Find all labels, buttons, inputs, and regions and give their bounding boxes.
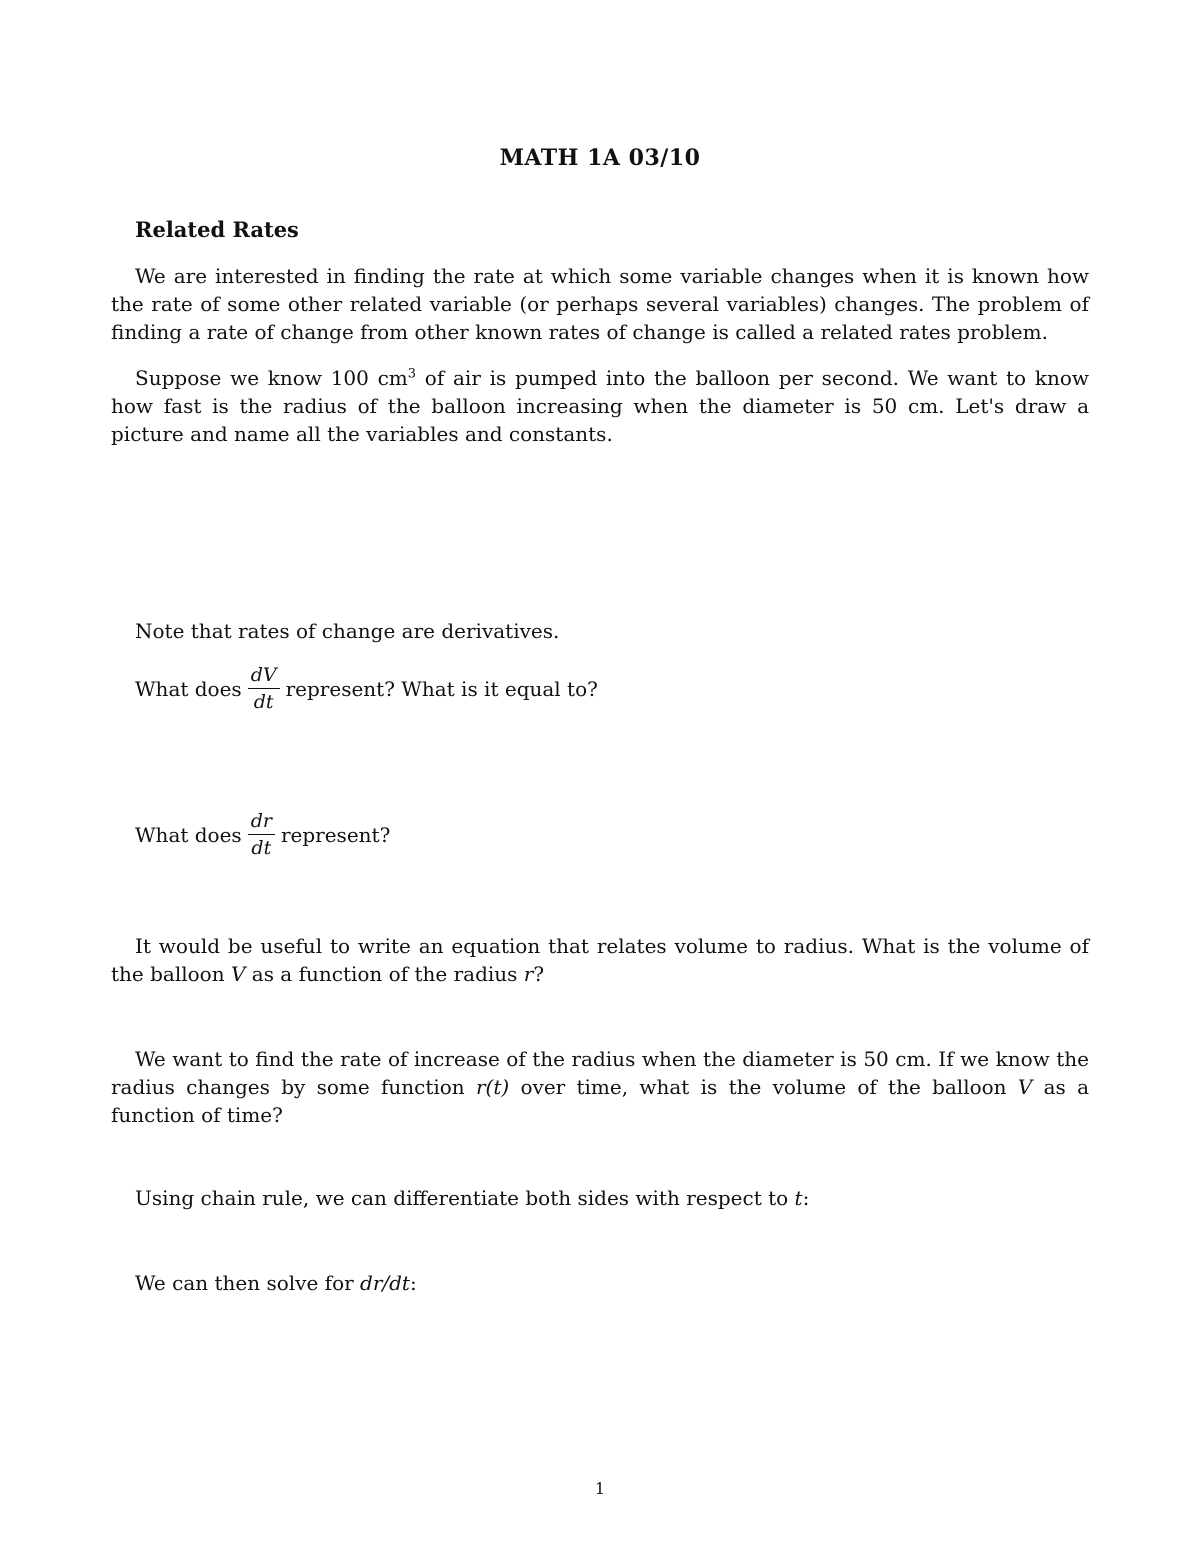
radius-variable: r (523, 962, 534, 986)
balloon-problem-text-1: Suppose we know 100 cm (135, 366, 408, 390)
chain-rule-text: Using chain rule, we can differentiate both sides with respect to (135, 1186, 795, 1210)
volume-question-text-3: ? (533, 962, 545, 986)
time-question-paragraph (111, 1045, 1089, 1129)
chain-rule-end: : (802, 1186, 810, 1210)
solve-line (135, 1269, 417, 1297)
volume-variable: V (230, 962, 246, 986)
question-dv (135, 664, 598, 713)
balloon-problem-paragraph (111, 364, 1089, 448)
question-dv-prefix: What does (135, 676, 242, 701)
time-question-text-1: We want to find the rate of increase of the radius when the diameter is 50 cm. If we know the radius changes by some function (111, 1047, 1089, 1099)
solve-end: : (409, 1271, 417, 1295)
question-dr-prefix: What does (135, 822, 242, 847)
radius-function: r(t) (475, 1075, 510, 1099)
time-variable: t (794, 1186, 803, 1210)
time-question-text-2: over time, what is the volume of the balloon (509, 1075, 1018, 1099)
cubic-exponent: 3 (407, 366, 417, 382)
volume-question-paragraph (111, 932, 1089, 988)
dr-denominator: dt (251, 837, 272, 859)
volume-variable-2: V (1017, 1075, 1033, 1099)
question-dr (135, 810, 390, 859)
page-title: MATH 1A 03/10 (499, 145, 701, 171)
solve-text: We can then solve for (135, 1271, 361, 1295)
dr-numerator: dr (248, 810, 275, 835)
dv-denominator: dt (253, 691, 274, 713)
section-heading: Related Rates (135, 217, 299, 242)
derivatives-note: Note that rates of change are derivatives. (135, 619, 560, 643)
time-question-text-3: as a function of time? (111, 1075, 1089, 1127)
page-number: 1 (594, 1479, 606, 1498)
volume-question-text-2: as a function of the radius (245, 962, 524, 986)
balloon-problem-text-2: of air is pumped into the balloon per second. We want to know how fast is the radius of the balloon increasing when the diameter is 50 cm. Let's draw a picture and name all the variables and constants. (111, 366, 1089, 446)
dv-dt-fraction (248, 664, 280, 713)
dv-numerator: dV (248, 664, 280, 689)
question-dv-suffix: represent? What is it equal to? (285, 676, 598, 701)
question-dr-suffix: represent? (280, 822, 391, 847)
dr-dt-expression: dr/dt (360, 1271, 410, 1295)
dr-dt-fraction (248, 810, 275, 859)
intro-paragraph: We are interested in finding the rate at which some variable changes when it is known how the rate of some other related variable (or perhaps several variables) changes. The problem of finding a rate of change from other known rates of change is called a related rates problem. (111, 264, 1089, 344)
chain-rule-line (135, 1184, 809, 1212)
volume-question-text-1: It would be useful to write an equation that relates volume to radius. What is the volume of the balloon (111, 934, 1089, 986)
